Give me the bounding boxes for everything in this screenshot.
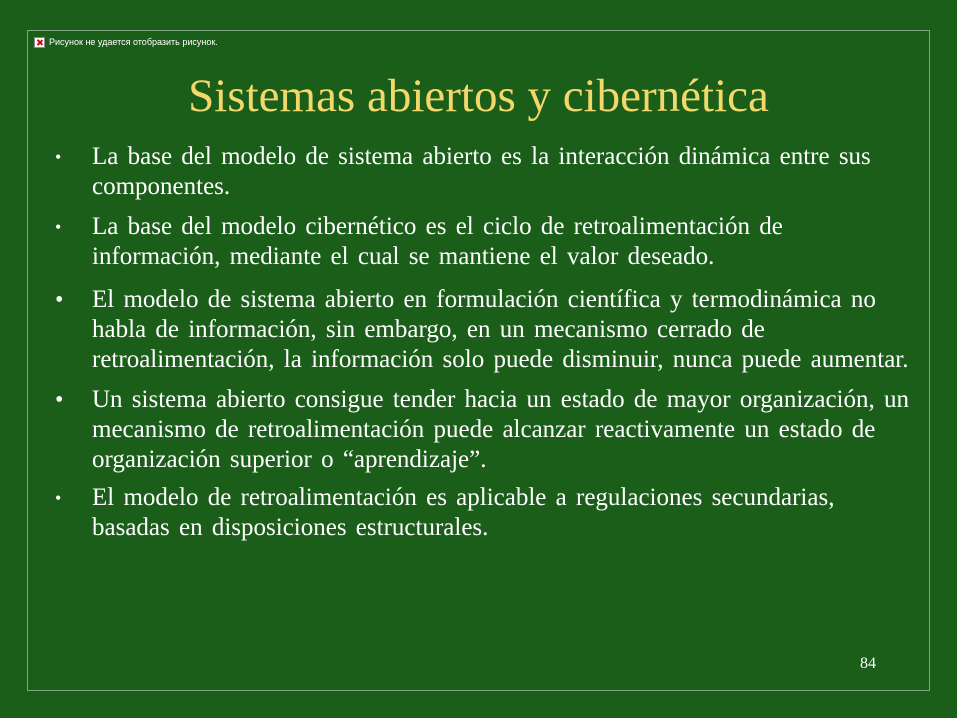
- bullet-item: [55, 142, 915, 202]
- bullet-text: El modelo de sistema abierto en formulación científica y termodinámica no habla de información, sin embargo, en un mecanismo cerrado de retroalimentación, la información solo puede disminuir, nunca puede aumentar.: [92, 286, 909, 373]
- bullet-item: [55, 285, 915, 375]
- bullet-dot: •: [55, 147, 62, 167]
- slide-title: Sistemas abiertos y cibernética: [188, 70, 769, 122]
- bullet-dot: •: [55, 488, 62, 508]
- bullet-text: El modelo de retroalimentación es aplicable a regulaciones secundarias, basadas en disposiciones estructurales.: [92, 484, 835, 541]
- broken-image-icon: [34, 37, 45, 48]
- bullet-item: [55, 483, 915, 543]
- bullet-item: [55, 385, 915, 475]
- broken-image-text: Рисунок не удается отобразить рисунок.: [49, 37, 218, 47]
- bullet-dot: •: [55, 387, 64, 413]
- broken-image-placeholder: [34, 36, 218, 48]
- bullet-text: Un sistema abierto consigue tender hacia un estado de mayor organización, un mecanismo de retroalimentación puede alcanzar reactivamente un estado de organización superior o “aprendizaje”.: [92, 386, 909, 473]
- bullet-list: [55, 142, 915, 543]
- page-number: 84: [860, 655, 876, 672]
- bullet-dot: •: [55, 217, 62, 237]
- bullet-text: La base del modelo de sistema abierto es la interacción dinámica entre sus componentes.: [92, 143, 871, 200]
- bullet-text: La base del modelo cibernético es el ciclo de retroalimentación de información, mediante el cual se mantiene el valor deseado.: [92, 213, 783, 270]
- bullet-item: [55, 212, 915, 272]
- bullet-dot: •: [55, 287, 64, 313]
